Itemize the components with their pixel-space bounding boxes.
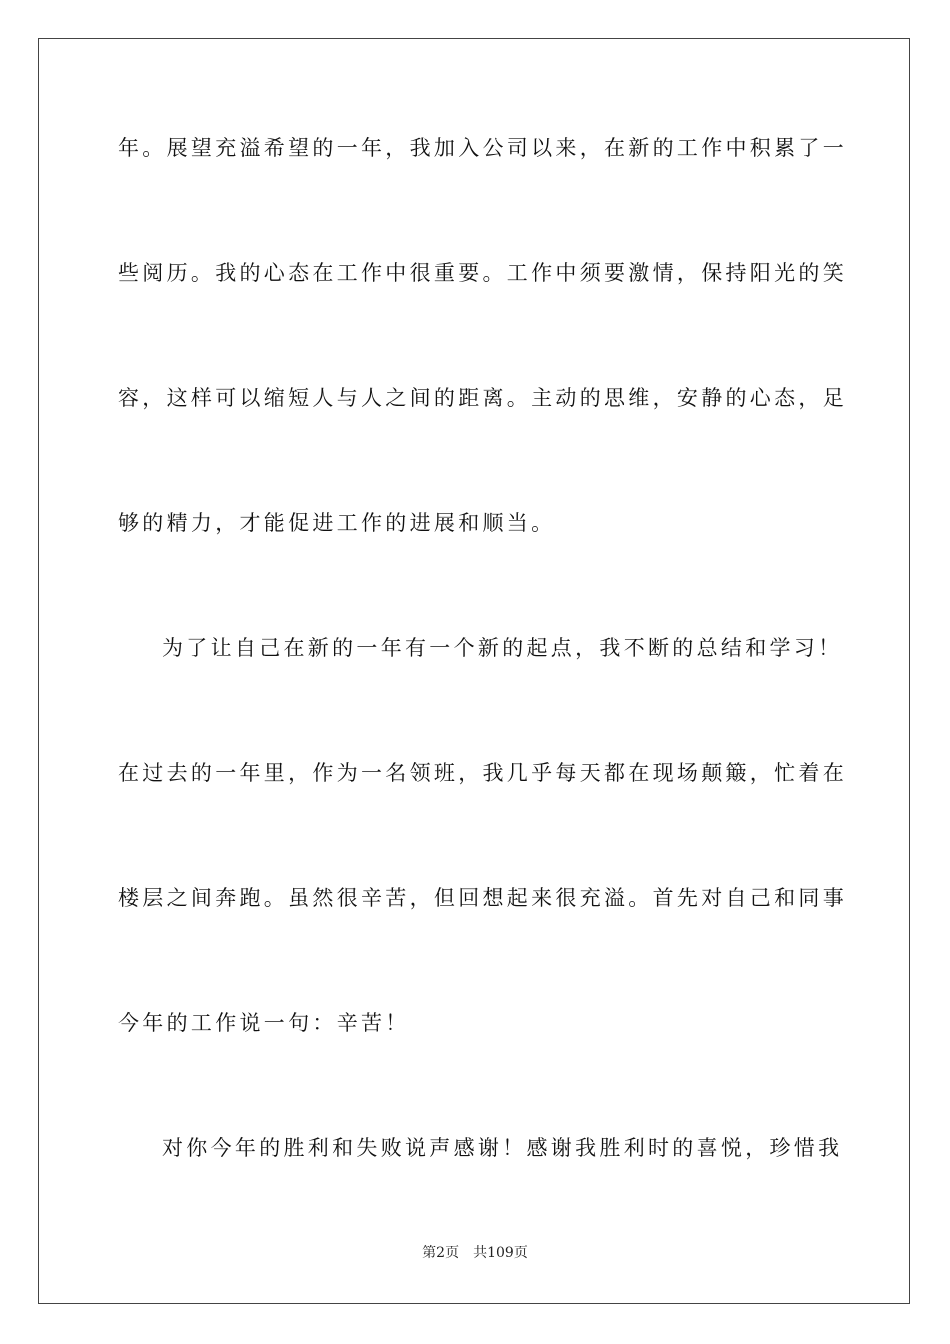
page-footer [0,1244,950,1262]
body-text-line: 今年的工作说一句：辛苦！ [118,1011,410,1035]
body-text-line: 容，这样可以缩短人与人之间的距离。主动的思维，安静的心态，足 [118,386,847,410]
body-text-line: 够的精力，才能促进工作的进展和顺当。 [118,511,556,535]
paragraph-first-line: 对你今年的胜利和失败说声感谢！感谢我胜利时的喜悦，珍惜我 [162,1136,843,1160]
page-number: 第2页 [422,1245,460,1261]
body-text-line: 年。展望充溢希望的一年，我加入公司以来，在新的工作中积累了一 [118,136,847,160]
body-text-line: 些阅历。我的心态在工作中很重要。工作中须要激情，保持阳光的笑 [118,261,847,285]
body-text-line: 在过去的一年里，作为一名领班，我几乎每天都在现场颠簸，忙着在 [118,761,847,785]
page-border [38,38,910,1304]
page-total: 共109页 [473,1245,528,1261]
paragraph-first-line: 为了让自己在新的一年有一个新的起点，我不断的总结和学习！ [162,636,843,660]
body-text-line: 楼层之间奔跑。虽然很辛苦，但回想起来很充溢。首先对自己和同事 [118,886,847,910]
